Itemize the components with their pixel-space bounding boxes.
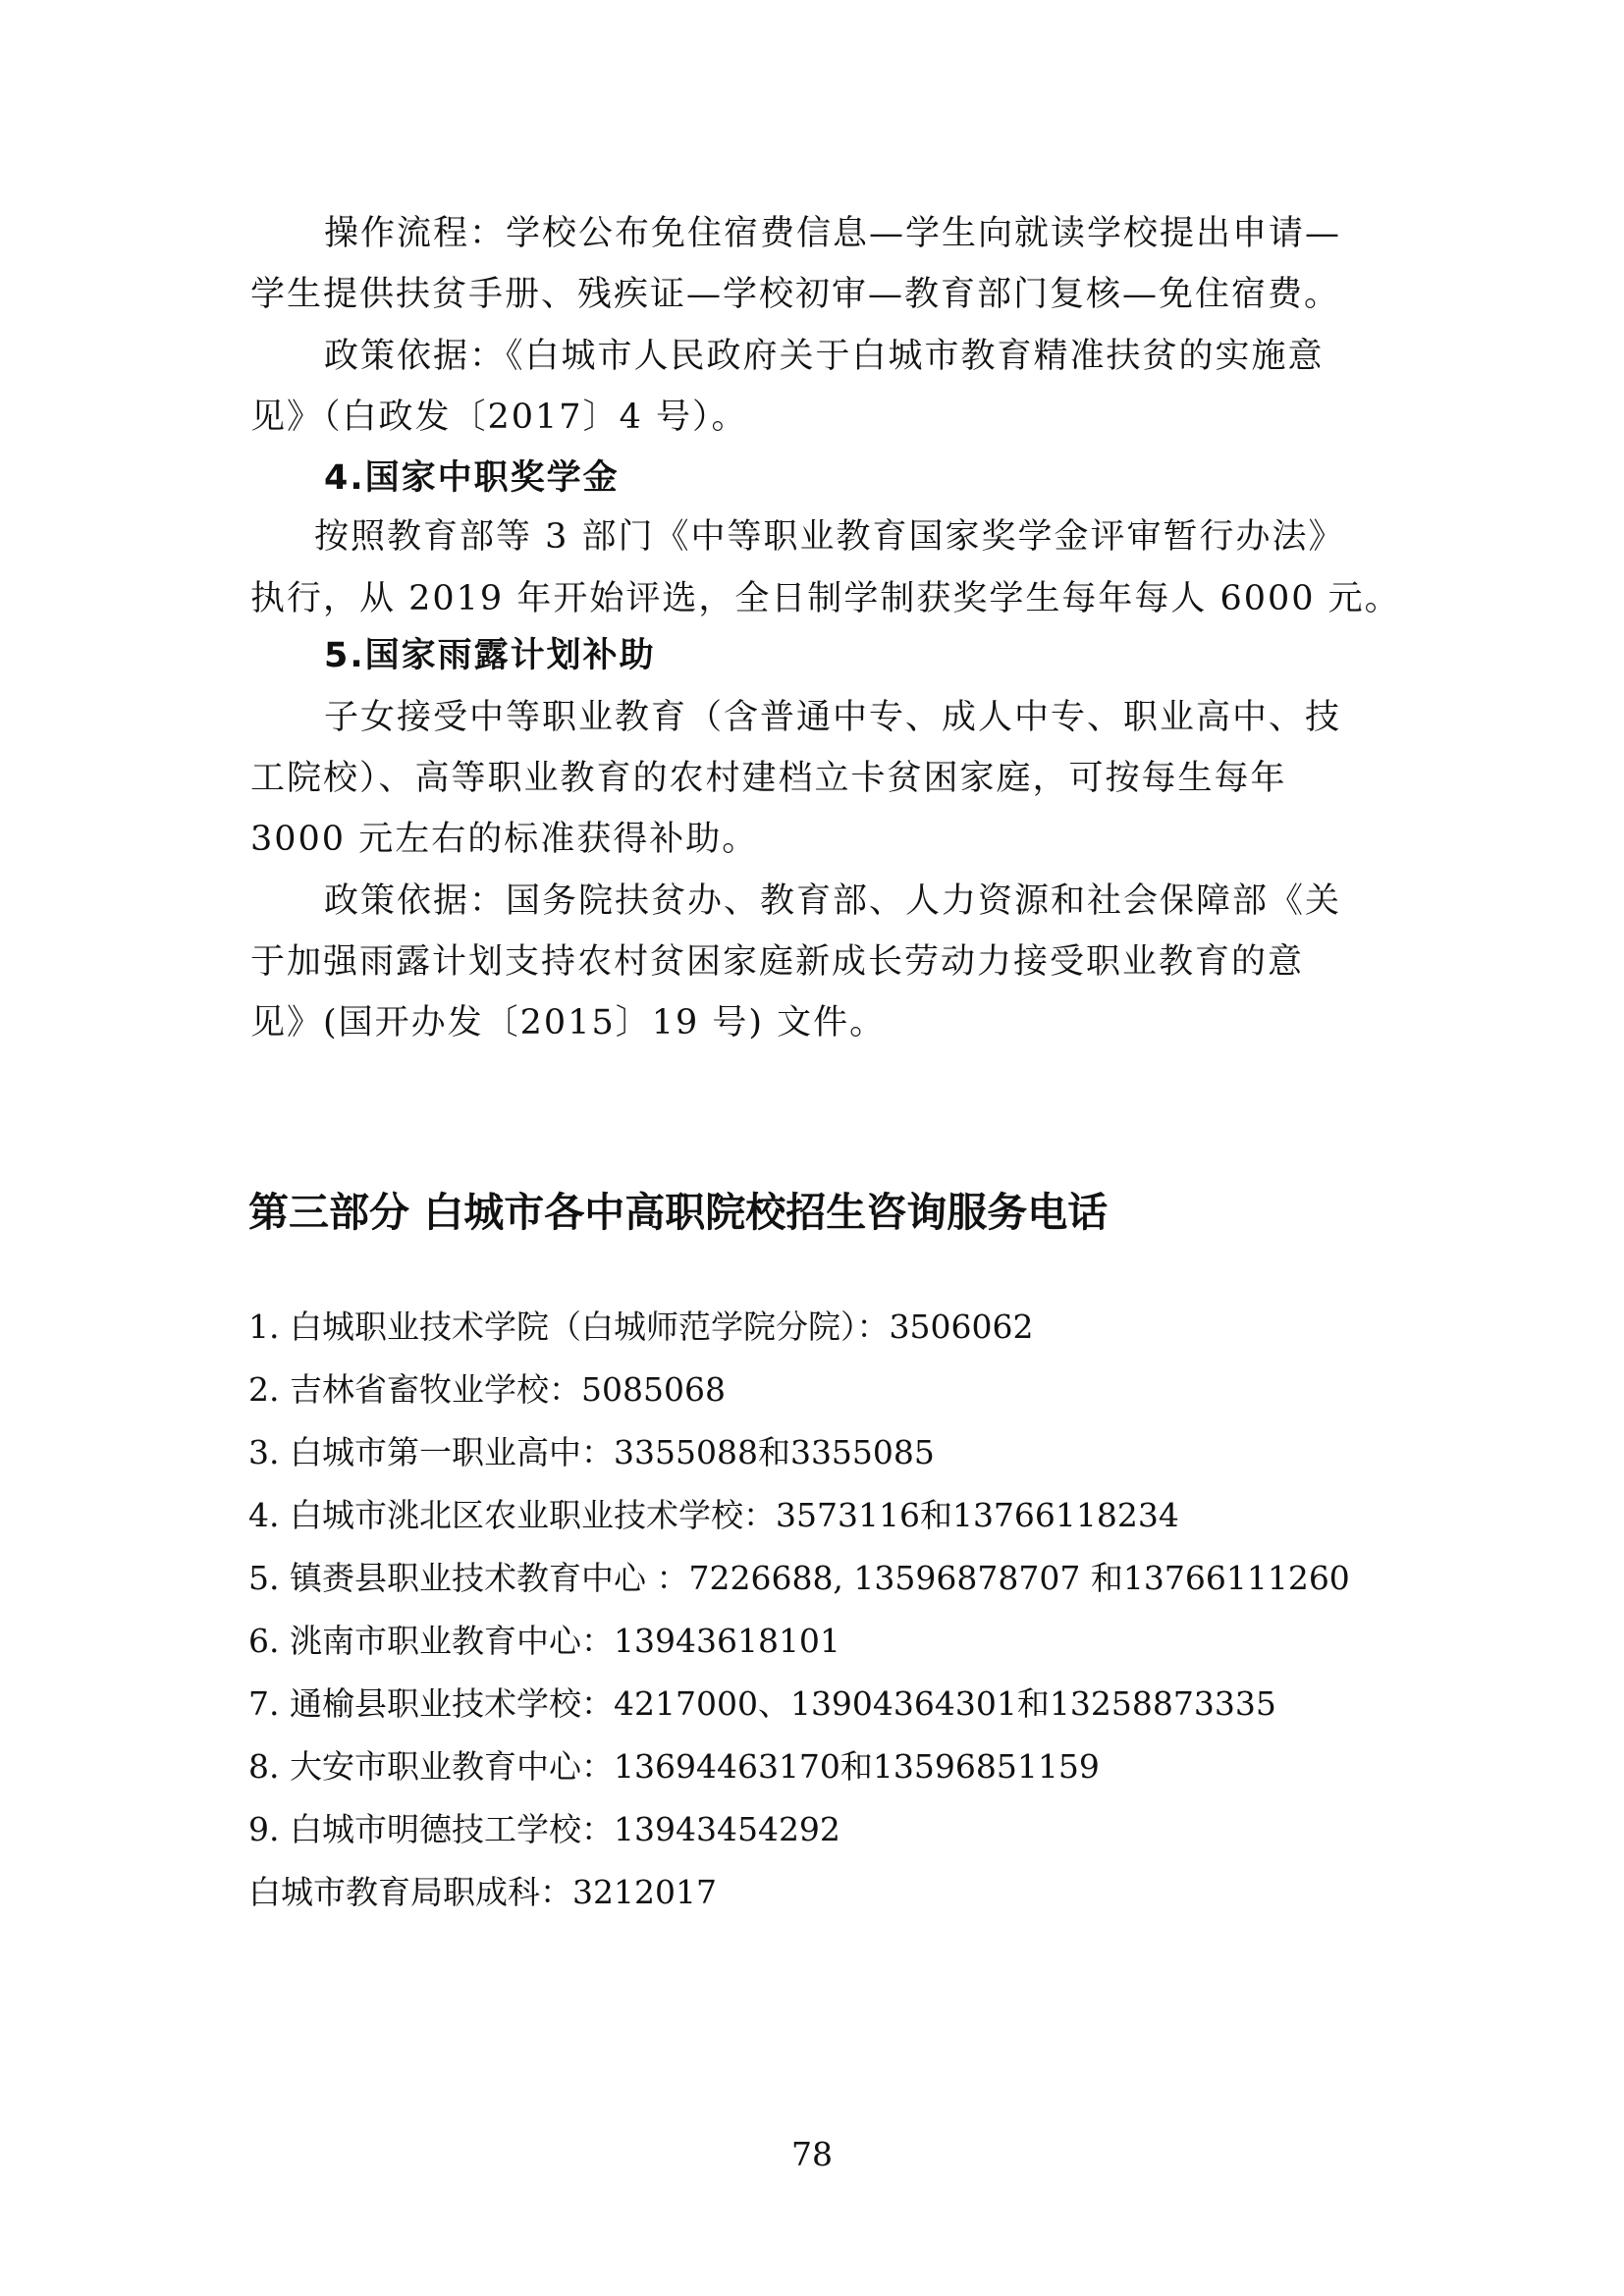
paragraph-line: 政策依据：国务院扶贫办、教育部、人力资源和社会保障部《关	[324, 881, 1342, 921]
contact-item: 2. 吉林省畜牧业学校：5085068	[248, 1370, 726, 1409]
paragraph-line: 工院校）、高等职业教育的农村建档立卡贫困家庭，可按每生每年	[250, 759, 1287, 798]
paragraph-line: 学生提供扶贫手册、残疾证—学校初审—教育部门复核—免住宿费。	[250, 275, 1341, 314]
paragraph-line: 见》(国开办发〔2015〕19 号) 文件。	[250, 1003, 887, 1042]
contact-item: 白城市教育局职成科：3212017	[248, 1873, 717, 1911]
contact-item: 5. 镇赉县职业技术教育中心 ：7226688, 13596878707 和13766111260	[248, 1559, 1350, 1597]
contact-item: 9. 白城市明德技工学校：13943454292	[248, 1810, 840, 1848]
paragraph-line: 执行，从 2019 年开始评选，全日制学制获奖学生每年每人 6000 元。	[250, 579, 1401, 618]
paragraph-line: 于加强雨露计划支持农村贫困家庭新成长劳动力接受职业教育的意	[250, 942, 1305, 982]
contact-item: 7. 通榆县职业技术学校：4217000、13904364301和13258873335	[248, 1684, 1276, 1723]
section-heading: 4.国家中职奖学金	[324, 458, 620, 498]
paragraph-line: 子女接受中等职业教育（含普通中专、成人中专、职业高中、技	[324, 698, 1342, 737]
paragraph-line: 政策依据：《白城市人民政府关于白城市教育精准扶贫的实施意	[324, 337, 1325, 376]
contact-item: 6. 洮南市职业教育中心：13943618101	[248, 1622, 840, 1660]
part-title: 第三部分 白城市各中高职院校招生咨询服务电话	[248, 1189, 1109, 1236]
page-number: 78	[791, 2135, 833, 2173]
section-heading: 5.国家雨露计划补助	[324, 636, 656, 675]
paragraph-line: 按照教育部等 3 部门《中等职业教育国家奖学金评审暂行办法》	[314, 517, 1345, 557]
contact-item: 4. 白城市洮北区农业职业技术学校：3573116和13766118234	[248, 1496, 1179, 1534]
contact-item: 8. 大安市职业教育中心：13694463170和13596851159	[248, 1747, 1100, 1786]
paragraph-line: 操作流程：学校公布免住宿费信息—学生向就读学校提出申请—	[324, 214, 1342, 253]
contact-item: 1. 白城职业技术学院（白城师范学院分院）：3506062	[248, 1308, 1034, 1346]
contact-item: 3. 白城市第一职业高中：3355088和3355085	[248, 1433, 935, 1471]
paragraph-line: 3000 元左右的标准获得补助。	[250, 820, 759, 859]
paragraph-line: 见》（白政发〔2017〕4 号）。	[250, 398, 748, 437]
